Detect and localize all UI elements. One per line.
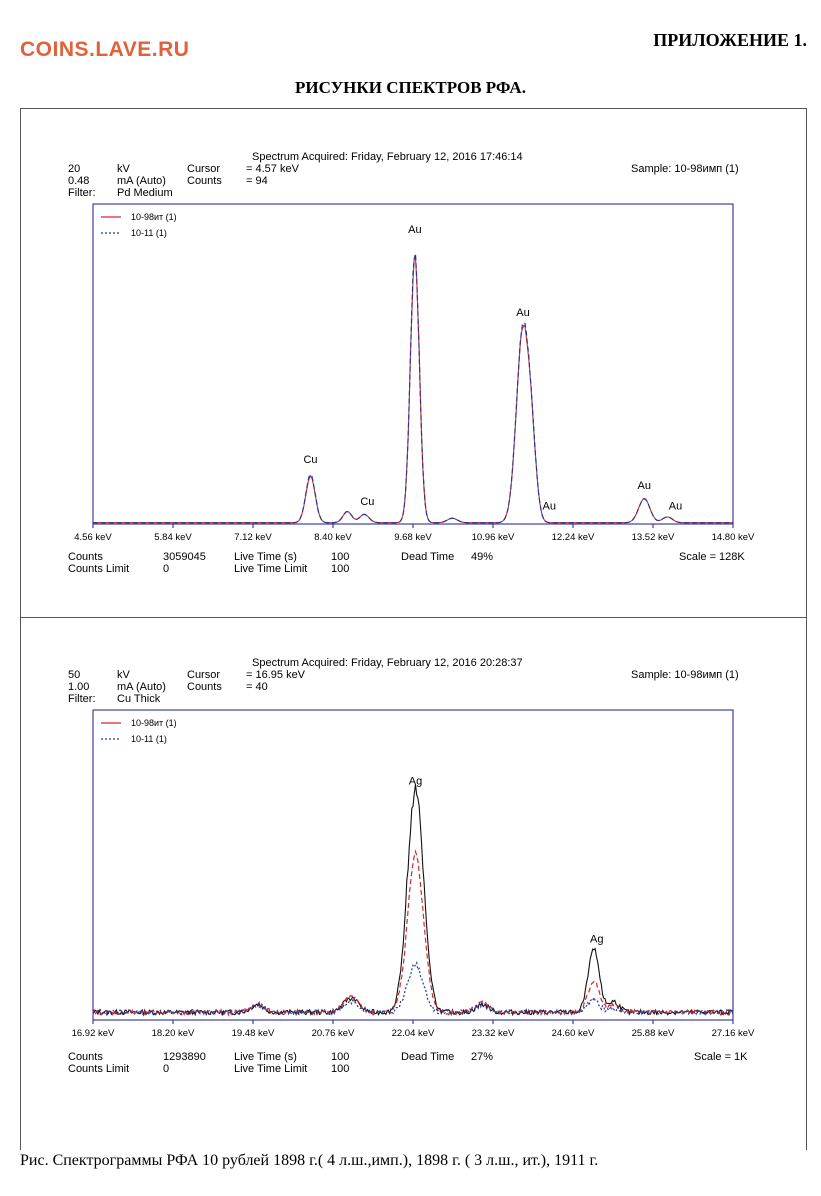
sample-text: Sample: 10-98имп (1) — [631, 163, 739, 175]
x-tick-label: 10.96 keV — [471, 532, 515, 543]
spectrum-chart-2 — [21, 618, 806, 1150]
x-tick-label: 7.12 keV — [234, 532, 272, 543]
peak-label: Au — [516, 307, 530, 319]
counts-label: Counts — [187, 175, 222, 187]
counts-value: = 40 — [246, 681, 268, 693]
x-tick-label: 5.84 keV — [154, 532, 192, 543]
peak-label: Ag — [590, 933, 604, 946]
dead-time-value: 49% — [471, 551, 494, 563]
peak-label: Ag — [408, 775, 423, 788]
peak-label: Au — [668, 500, 683, 513]
filter-value: Cu Thick — [117, 693, 161, 705]
kv-value: 50 — [68, 669, 81, 681]
counts-limit-value: 0 — [163, 1063, 170, 1075]
legend-label: 10-98ит (1) — [131, 212, 177, 222]
x-tick-label: 19.48 keV — [231, 1028, 275, 1039]
x-tick-label: 18.20 keV — [151, 1028, 195, 1039]
cursor-value: = 16.95 keV — [246, 669, 306, 681]
live-time-limit-label: Live Time Limit — [234, 563, 308, 575]
sample-text: Sample: 10-98имп (1) — [631, 669, 739, 681]
x-tick-label: 16.92 keV — [71, 1028, 115, 1039]
x-tick-label: 22.04 keV — [391, 1028, 435, 1039]
kv-unit: kV — [117, 163, 130, 175]
scale-text: Scale = 128K — [679, 551, 745, 563]
peak-label: Cu — [303, 454, 318, 467]
peak-label: Au — [542, 500, 556, 513]
filter-label: Filter: — [68, 187, 96, 199]
peak-label: Au — [637, 479, 651, 492]
legend-label: 10-11 (1) — [131, 734, 167, 744]
counts-limit-label: Counts Limit — [68, 1063, 130, 1075]
dead-time-label: Dead Time — [401, 1051, 455, 1063]
x-tick-label: 12.24 keV — [551, 532, 595, 543]
x-tick-label: 27.16 keV — [711, 1028, 755, 1039]
x-tick-label: 4.56 keV — [74, 532, 112, 543]
x-tick-label: 9.68 keV — [394, 532, 432, 543]
spectrum-panel-2 — [20, 617, 807, 1150]
footer-counts-value: 1293890 — [163, 1051, 206, 1063]
x-tick-label: 20.76 keV — [311, 1028, 355, 1039]
peak-label: Au — [408, 223, 422, 236]
x-tick-label: 14.80 keV — [711, 532, 755, 543]
legend-label: 10-98ит (1) — [131, 718, 177, 728]
x-tick-label: 13.52 keV — [631, 532, 675, 543]
live-time-limit-value: 100 — [331, 1063, 350, 1075]
peak-label: Cu — [360, 495, 375, 508]
ma-value: 0.48 — [68, 175, 90, 187]
live-time-value: 100 — [331, 1051, 350, 1063]
dead-time-value: 27% — [471, 1051, 494, 1063]
kv-value: 20 — [68, 163, 81, 175]
cursor-value: = 4.57 keV — [246, 163, 299, 175]
counts-limit-label: Counts Limit — [68, 563, 130, 575]
footer-counts-label: Counts — [68, 1051, 103, 1063]
filter-value: Pd Medium — [117, 187, 173, 199]
footer-counts-label: Counts — [68, 551, 103, 563]
appendix-heading: ПРИЛОЖЕНИЕ 1. — [653, 30, 807, 50]
cursor-label: Cursor — [187, 163, 221, 175]
footer-counts-value: 3059045 — [163, 551, 206, 563]
x-tick-label: 24.60 keV — [551, 1028, 595, 1039]
live-time-limit-value: 100 — [331, 563, 350, 575]
cursor-label: Cursor — [187, 669, 221, 681]
live-time-label: Live Time (s) — [234, 1051, 297, 1063]
section-title: РИСУНКИ СПЕКТРОВ РФА. — [295, 78, 526, 97]
watermark-logo: COINS.LAVE.RU — [20, 38, 190, 61]
counts-value: = 94 — [246, 175, 268, 187]
acquired-text: Spectrum Acquired: Friday, February 12, 2016 17:46:14 — [252, 151, 523, 163]
x-tick-label: 25.88 keV — [631, 1028, 675, 1039]
live-time-limit-label: Live Time Limit — [234, 1063, 308, 1075]
scale-text: Scale = 1K — [694, 1051, 748, 1063]
x-tick-label: 23.32 keV — [471, 1028, 515, 1039]
ma-unit: mA (Auto) — [117, 681, 166, 693]
acquired-text: Spectrum Acquired: Friday, February 12, 2016 20:28:37 — [252, 657, 523, 669]
kv-unit: kV — [117, 669, 130, 681]
ma-unit: mA (Auto) — [117, 175, 166, 187]
live-time-value: 100 — [331, 551, 350, 563]
dead-time-label: Dead Time — [401, 551, 455, 563]
counts-limit-value: 0 — [163, 563, 170, 575]
filter-label: Filter: — [68, 693, 96, 705]
x-tick-label: 8.40 keV — [314, 532, 352, 543]
counts-label: Counts — [187, 681, 222, 693]
spectrum-panel-1 — [20, 108, 807, 618]
legend-label: 10-11 (1) — [131, 228, 167, 238]
figure-caption: Рис. Спектрограммы РФА 10 рублей 1898 г.( 4 л.ш.,имп.), 1898 г. ( 3 л.ш., ит.), 1911 г. — [20, 1152, 599, 1169]
live-time-label: Live Time (s) — [234, 551, 297, 563]
ma-value: 1.00 — [68, 681, 90, 693]
spectrum-chart-1 — [21, 109, 806, 617]
